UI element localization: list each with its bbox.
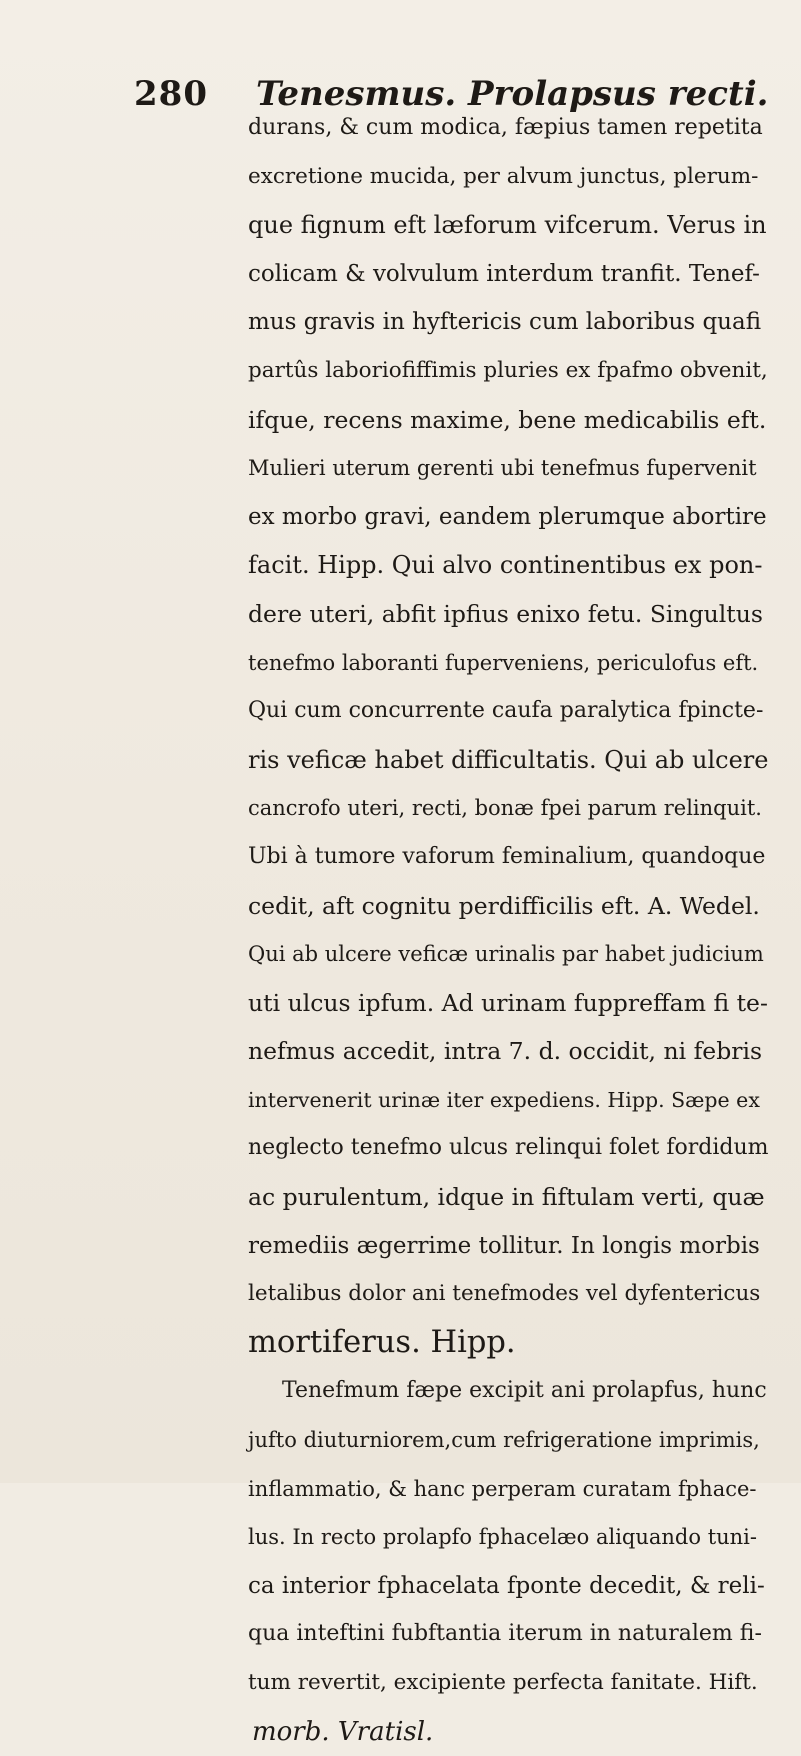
text-line: remediis ægerrime tollitur. In longis morbis: [248, 1232, 760, 1259]
text-line: cedit, aft cognitu perdifficilis eft. A. Wedel.: [248, 891, 760, 920]
text-line: ex morbo gravi, eandem plerumque abortire: [248, 503, 767, 530]
text-line: cancrofo uteri, recti, bonæ fpei parum relinquit.: [248, 796, 762, 821]
text-line: partûs laboriofiffimis pluries ex fpafmo obvenit,: [248, 357, 768, 383]
text-line: ris veficæ habet difficultatis. Qui ab ulcere: [248, 745, 769, 774]
text-line: facit. Hipp. Qui alvo continentibus ex pon-: [248, 551, 763, 580]
text-line: ca interior fphacelata fponte decedit, & reli-: [248, 1572, 765, 1599]
text-line: Qui cum concurrente caufa paralytica fpincte-: [248, 698, 764, 724]
text-line: Tenefmum fæpe excipit ani prolapfus, hunc: [282, 1378, 767, 1404]
text-line: nefmus accedit, intra 7. d. occidit, ni febris: [248, 1037, 763, 1066]
text-line: dere uteri, abfit ipfius enixo fetu. Singultus: [248, 599, 763, 628]
text-line: durans, & cum modica, fæpius tamen repetita: [248, 115, 763, 140]
text-line: colicam & volvulum interdum tranfit. Tenef-: [248, 260, 760, 287]
text-line: mus gravis in hyftericis cum laboribus quafi: [248, 309, 762, 336]
text-line: ac purulentum, idque in fiftulam verti, quæ: [248, 1183, 765, 1212]
text-line: uti ulcus ipfum. Ad urinam fuppreffam fi te-: [248, 988, 768, 1017]
text-line: que fignum eft læforum vifcerum. Verus in: [248, 211, 767, 240]
text-line: Mulieri uterum gerenti ubi tenefmus fupervenit: [248, 456, 757, 481]
text-line: letalibus dolor ani tenefmodes vel dyfentericus: [248, 1281, 761, 1307]
text-line: tum revertit, excipiente perfecta fanitate. Hift.: [248, 1670, 758, 1695]
body-text: [248, 104, 768, 1756]
text-line: qua inteftini fubftantia iterum in naturalem fi-: [248, 1621, 762, 1647]
text-line: neglecto tenefmo ulcus relinqui folet fordidum: [248, 1135, 769, 1161]
text-line: morb. Vratisl.: [252, 1716, 434, 1747]
text-line: Ubi à tumore vaforum feminalium, quandoque: [248, 843, 766, 869]
running-head-title: Tenesmus. Prolapsus recti.: [256, 74, 769, 114]
text-line: intervenerit urinæ iter expediens. Hipp. Sæpe ex: [248, 1087, 760, 1112]
text-line: jufto diuturniorem,cum refrigeratione imprimis,: [248, 1428, 760, 1453]
text-line: excretione mucida, per alvum junctus, plerum-: [248, 163, 759, 189]
page-number: 280: [134, 74, 208, 114]
text-line: inflammatio, & hanc perperam curatam fphace-: [248, 1476, 757, 1501]
text-line: Qui ab ulcere veficæ urinalis par habet judicium: [248, 942, 764, 967]
text-line: lus. In recto prolapfo fphacelæo aliquando tuni-: [248, 1525, 757, 1550]
text-line: mortiferus. Hipp.: [248, 1324, 516, 1360]
text-line: tenefmo laboranti fuperveniens, periculofus eft.: [248, 650, 759, 675]
text-line: ifque, recens maxime, bene medicabilis eft.: [248, 405, 767, 434]
